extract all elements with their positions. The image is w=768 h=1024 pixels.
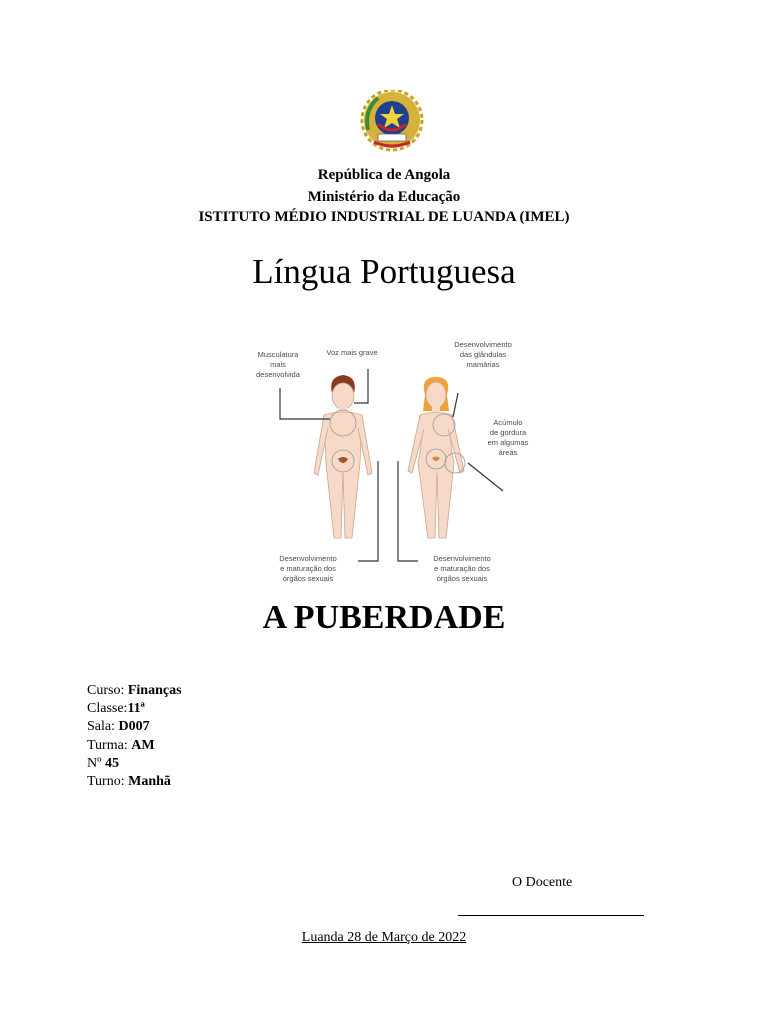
label-musculatura-2: mais [270,360,286,369]
label-orgaos-m-2: e maturação dos [280,564,336,573]
republic-emblem [352,90,432,152]
info-turma-label: Turma: [87,738,132,753]
label-orgaos-m [279,554,337,583]
info-turma [87,737,155,755]
info-numero-value: 45 [104,756,119,771]
info-turno-label: Turno: [87,774,129,789]
signature-line [458,915,644,916]
info-curso-label: Curso: [87,683,128,698]
label-glandulas-2: das glândulas [459,350,507,359]
label-voz: Voz mais grave [326,348,378,357]
label-orgaos-f-3: órgãos sexuais [436,574,488,583]
label-gordura-3: em algumas [487,438,529,447]
info-numero-label: Nº [87,756,105,771]
label-glandulas-3: mamárias [466,360,500,369]
label-orgaos-f-1: Desenvolvimento [433,554,491,563]
info-sala [87,718,150,736]
label-musculatura-3: desenvolvida [256,370,300,379]
label-gordura-1: Acúmulo [493,418,523,427]
puberty-illustration [248,333,540,588]
info-classe-label: Classe: [87,701,128,716]
label-musculatura-1: Musculatura [257,350,299,359]
info-curso [87,682,182,700]
info-turma-value: AM [131,738,155,753]
label-orgaos-m-1: Desenvolvimento [279,554,337,563]
docente-label: O Docente [512,875,573,890]
label-musculatura [256,350,301,379]
label-orgaos-f-2: e maturação dos [434,564,490,573]
info-sala-value: D007 [118,719,150,734]
document-title: A PUBERDADE [262,599,506,636]
label-orgaos-m-3: órgãos sexuais [282,574,334,583]
info-curso-value: Finanças [127,683,182,698]
info-numero [87,755,119,773]
info-classe-value: 11ª [127,701,145,716]
header-ministry: Ministério da Educação [307,189,461,205]
info-sala-label: Sala: [87,719,119,734]
info-classe [87,700,145,718]
info-turno [87,773,171,791]
label-gordura-2: de gordura [489,428,527,437]
label-glandulas [454,340,512,369]
male-figure [314,375,372,538]
label-glandulas-1: Desenvolvimento [454,340,512,349]
label-gordura [488,418,529,457]
subject-title: Língua Portuguesa [252,252,516,291]
label-gordura-4: áreas [498,448,518,457]
emblem-icon [352,90,432,152]
header-institute: ISTITUTO MÉDIO INDUSTRIAL DE LUANDA (IMEL) [198,209,570,225]
label-orgaos-f [433,554,491,583]
place-date [0,929,768,947]
header-country: República de Angola [317,167,451,183]
info-turno-value: Manhã [128,774,171,789]
place-date-text: Luanda 28 de Março de 2022 [301,930,467,945]
